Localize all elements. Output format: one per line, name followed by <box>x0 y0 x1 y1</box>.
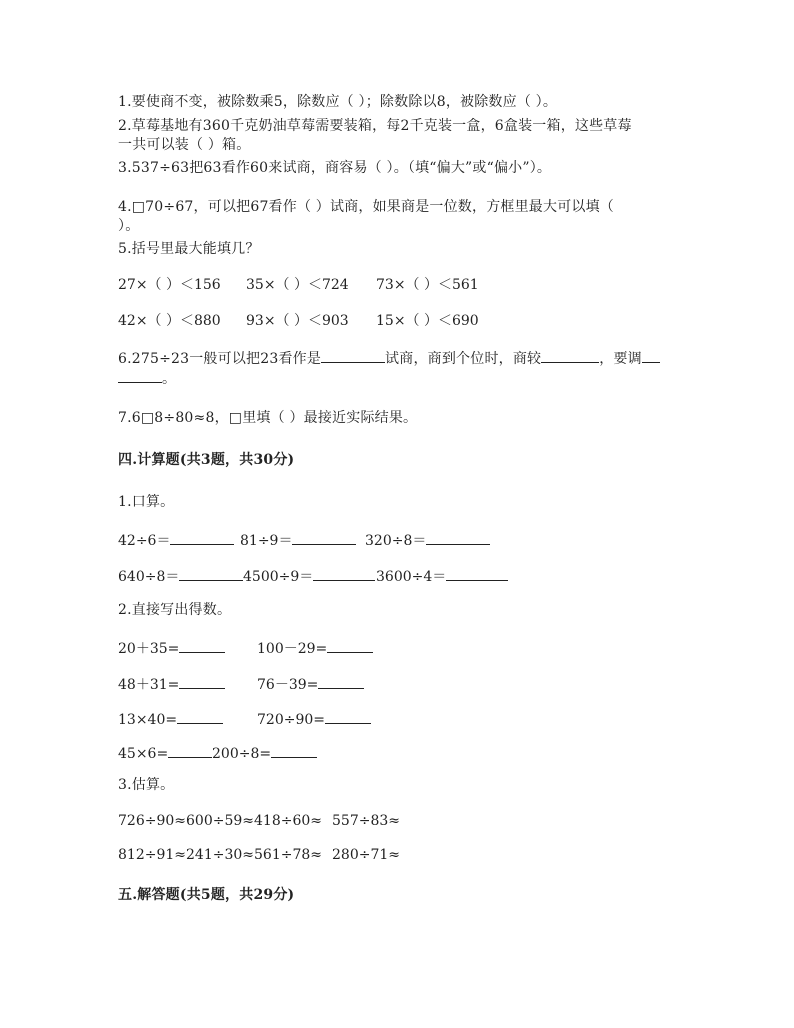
problem-text: 200÷8= <box>212 746 272 762</box>
answer-blank[interactable] <box>321 348 385 363</box>
problem-text: 4500÷9＝ <box>243 569 314 585</box>
question-3: 3.537÷63把63看作60来试商，商容易（ ）。（填“偏大”或“偏小”）。 <box>118 160 552 176</box>
problem-text: 20＋35= <box>118 641 180 657</box>
answer-blank[interactable] <box>426 530 490 545</box>
question-6-text-a: 6.275÷23一般可以把23看作是 <box>118 351 322 367</box>
answer-blank[interactable] <box>179 638 225 653</box>
q5-item: 35×（ ）＜724 <box>246 277 349 293</box>
estimate-item: 726÷90≈ <box>118 813 186 829</box>
problem-text: 320÷8＝ <box>365 533 427 549</box>
direct-answer-item <box>118 709 223 729</box>
question-6-text-c: ，要调 <box>599 351 642 367</box>
problem-text: 100－29= <box>257 641 328 657</box>
estimate-item: 561÷78≈ <box>254 847 322 863</box>
direct-answer-item <box>212 743 317 763</box>
answer-blank[interactable] <box>271 743 317 758</box>
answer-blank[interactable] <box>318 674 364 689</box>
answer-blank[interactable] <box>170 530 234 545</box>
section-4-heading: 四.计算题(共3题，共30分) <box>118 452 295 468</box>
question-2-line-2: 一共可以装（ ）箱。 <box>118 137 251 153</box>
answer-blank[interactable] <box>327 638 373 653</box>
direct-answer-item <box>257 709 371 729</box>
problem-text: 81÷9＝ <box>240 533 293 549</box>
section-5-heading: 五.解答题(共5题，共29分) <box>118 887 295 903</box>
problem-text: 45×6= <box>118 746 169 762</box>
answer-blank[interactable] <box>541 348 599 363</box>
problem-text: 76－39= <box>257 677 319 693</box>
answer-blank[interactable] <box>168 743 212 758</box>
direct-answer-item <box>118 674 225 694</box>
problem-text: 3600÷4＝ <box>376 569 447 585</box>
answer-blank[interactable] <box>177 709 223 724</box>
direct-answer-item <box>118 743 212 763</box>
question-1: 1.要使商不变，被除数乘5，除数应（ ）；除数除以8，被除数应（ ）。 <box>118 94 558 110</box>
q5-item: 15×（ ）＜690 <box>376 313 479 329</box>
question-7: 7.6□8÷80≈8，□里填（ ）最接近实际结果。 <box>118 410 418 426</box>
q5-item: 27×（ ）＜156 <box>118 277 221 293</box>
answer-blank[interactable] <box>642 348 660 363</box>
question-6-end: 。 <box>162 371 177 387</box>
q5-item: 42×（ ）＜880 <box>118 313 221 329</box>
mental-math-item <box>365 530 490 550</box>
problem-text: 640÷8＝ <box>118 569 180 585</box>
subquestion-3: 3.估算。 <box>118 777 175 793</box>
answer-blank[interactable] <box>292 530 356 545</box>
answer-blank[interactable] <box>179 674 225 689</box>
estimate-item: 812÷91≈ <box>118 847 186 863</box>
question-6-text-b: 试商，商到个位时，商较 <box>385 351 542 367</box>
question-6-continued <box>118 368 176 388</box>
answer-blank[interactable] <box>446 566 508 581</box>
direct-answer-item <box>118 638 225 658</box>
mental-math-item <box>376 566 508 586</box>
question-4-line-1: 4.□70÷67，可以把67看作（ ）试商，如果商是一位数，方框里最大可以填（ <box>118 199 615 215</box>
subquestion-1: 1.口算。 <box>118 494 175 510</box>
estimate-item: 241÷30≈ <box>186 847 254 863</box>
answer-blank[interactable] <box>325 709 371 724</box>
mental-math-item <box>118 530 234 550</box>
q5-item: 93×（ ）＜903 <box>246 313 349 329</box>
direct-answer-item <box>257 638 373 658</box>
subquestion-2: 2.直接写出得数。 <box>118 602 232 618</box>
estimate-item: 557÷83≈ <box>332 813 400 829</box>
question-2-line-1: 2.草莓基地有360千克奶油草莓需要装箱，每2千克装一盒，6盒装一箱，这些草莓 <box>118 118 632 134</box>
mental-math-item <box>243 566 375 586</box>
estimate-item: 280÷71≈ <box>332 847 400 863</box>
question-5: 5.括号里最大能填几？ <box>118 241 260 257</box>
answer-blank[interactable] <box>118 368 162 383</box>
q5-item: 73×（ ）＜561 <box>376 277 479 293</box>
estimate-item: 418÷60≈ <box>254 813 322 829</box>
question-4-line-2: ）。 <box>118 218 140 234</box>
answer-blank[interactable] <box>313 566 375 581</box>
question-6 <box>118 348 660 368</box>
answer-blank[interactable] <box>179 566 243 581</box>
problem-text: 48＋31= <box>118 677 180 693</box>
mental-math-item <box>240 530 356 550</box>
problem-text: 13×40= <box>118 712 178 728</box>
problem-text: 720÷90= <box>257 712 325 728</box>
problem-text: 42÷6＝ <box>118 533 171 549</box>
direct-answer-item <box>257 674 364 694</box>
estimate-item: 600÷59≈ <box>186 813 254 829</box>
mental-math-item <box>118 566 243 586</box>
